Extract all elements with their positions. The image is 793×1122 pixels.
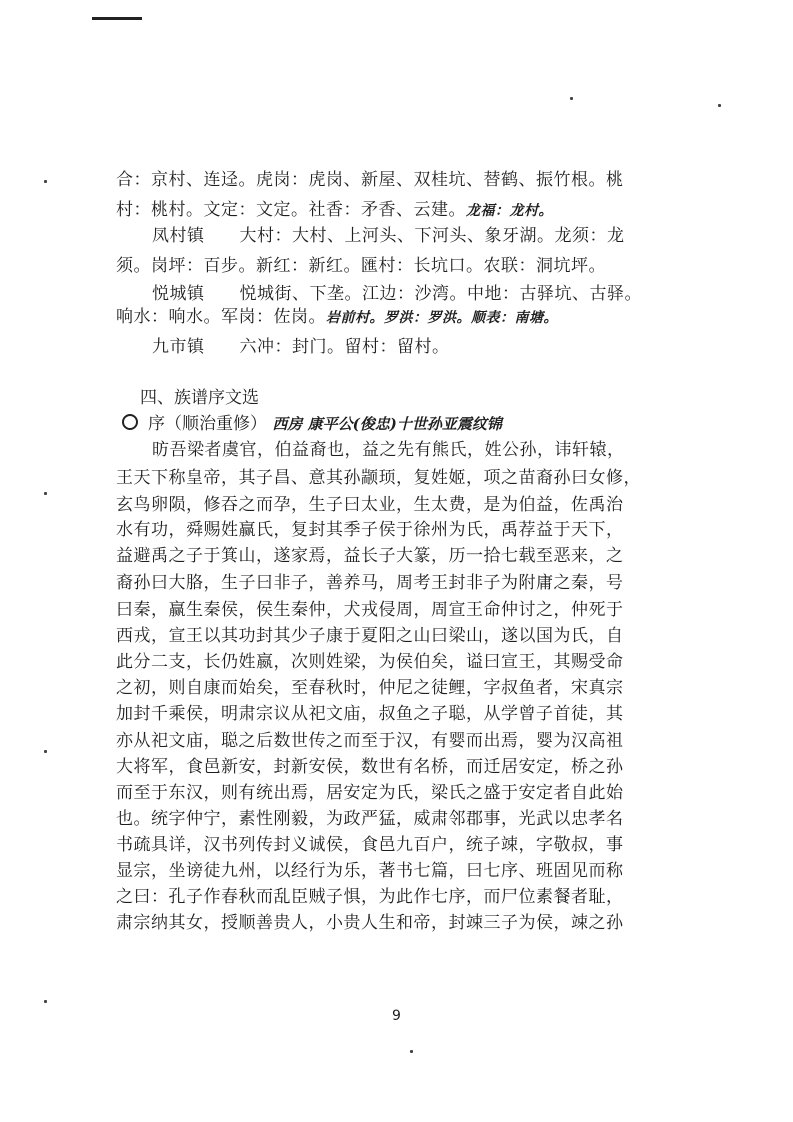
body-line: 大将军，食邑新安，封新安侯，数世有名桥，而迁居安定，桥之孙	[116, 757, 624, 777]
scan-mark-top	[92, 17, 142, 20]
body-line: 曰秦，赢生秦侯，侯生秦仲，犬戎侵周，周宣王命仲讨之，仲死于	[116, 600, 624, 620]
body-line: 之初，则自康而始矣，至春秋时，仲尼之徒鲤，字叔鱼者，宋真宗	[116, 678, 624, 698]
handwritten-note: 岩前村。罗洪：罗洪。顺表：南塘。	[326, 310, 558, 326]
body-line: 王天下称皇帝，其子昌、意其孙颛顼，复姓姬，项之苗裔孙曰女修，	[116, 468, 641, 488]
handwritten-note: 龙福：龙村。	[466, 203, 553, 219]
place-line-7: 九市镇 六冲：封门。留村：留村。	[152, 337, 450, 357]
scan-speck	[44, 750, 47, 753]
preface-heading	[122, 409, 502, 434]
scan-speck	[44, 1000, 47, 1003]
handwritten-note: 西房 康平公(俊忠)十世孙亚震纹锦	[272, 415, 502, 433]
body-line: 加封千乘侯，明肃宗议从祀文庙，叔鱼之子聪，从学曾子首徒，其	[116, 704, 624, 724]
place-line-1: 合：京村、连迳。虎岗：虎岗、新屋、双桂坑、替鹤、振竹根。桃	[116, 170, 624, 190]
body-line: 书疏具详，汉书列传封义诚侯，食邑九百户，统子竦，字敬叔，事	[116, 835, 624, 855]
body-line: 也。统字仲宁，素性刚毅，为政严猛，威肃邻郡事，光武以忠孝名	[116, 809, 624, 829]
body-line: 裔孙曰大胳，生子曰非子，善养马，周考王封非子为附庸之秦，号	[116, 573, 624, 593]
scan-speck	[570, 97, 573, 100]
place-line-2	[116, 200, 645, 221]
body-line: 水有功，舜赐姓赢氏，复封其季子侯于徐州为氏，禹荐益于天下，	[116, 520, 624, 540]
body-line: 亦从祀文庙，聪之后数世传之而至于汉，有婴而出焉，婴为汉高祖	[116, 731, 624, 751]
body-line: 昉吾梁者虞官，伯益裔也，益之先有熊氏，姓公孙，讳轩辕，	[152, 440, 625, 460]
body-line: 玄鸟卵陨，修吞之而孕，生子曰太业，生太费，是为伯益，佐禹治	[116, 495, 624, 515]
body-line: 显宗，坐谤徒九州，以经行为乐，著书七篇，曰七序、班固见而称	[116, 861, 624, 881]
place-line-5: 悦城镇 悦城街、下垄。江边：沙湾。中地：古驿坑、古驿。	[152, 284, 642, 304]
scan-speck	[410, 1050, 413, 1053]
place-line-6-text: 响水：响水。军岗：佐岗。	[116, 307, 326, 327]
scan-speck	[44, 180, 47, 183]
body-line: 肃宗纳其女，授顺善贵人，小贵人生和帝，封竦三子为侯，竦之孙	[116, 913, 624, 933]
body-line: 西戎，宣王以其功封其少子康于夏阳之山曰梁山，遂以国为氏，自	[116, 626, 624, 646]
scan-speck	[44, 492, 47, 495]
body-line: 此分二支，长仍姓嬴，次则姓梁，为侯伯矣，谥曰宣王，其赐受命	[116, 652, 624, 672]
body-line: 益避禹之子于箕山，遂家焉，益长子大篆，历一拾七载至恶来，之	[116, 546, 624, 566]
place-line-6	[116, 307, 645, 328]
circle-icon	[122, 414, 138, 430]
section-title: 四、族谱序文选	[140, 388, 259, 408]
place-line-3: 凤村镇 大村：大村、上河头、下河头、象牙湖。龙须：龙	[152, 226, 625, 246]
scan-speck	[718, 104, 721, 107]
body-line: 之曰：孔子作春秋而乱臣贼子惧，为此作七序，而尸位素餐者耻，	[116, 887, 624, 907]
place-line-4: 须。岗坪：百步。新红：新红。匯村：长坑口。农联：洞坑坪。	[116, 256, 606, 276]
place-line-2-text: 村：桃村。文定：文定。社香：矛香、云建。	[116, 200, 466, 220]
page-number: 9	[392, 1008, 401, 1024]
body-line: 而至于东汉，则有统出焉，居安定为氏，梁氏之盛于安定者自此始	[116, 783, 624, 803]
preface-title: 序（顺治重修）	[148, 414, 267, 434]
